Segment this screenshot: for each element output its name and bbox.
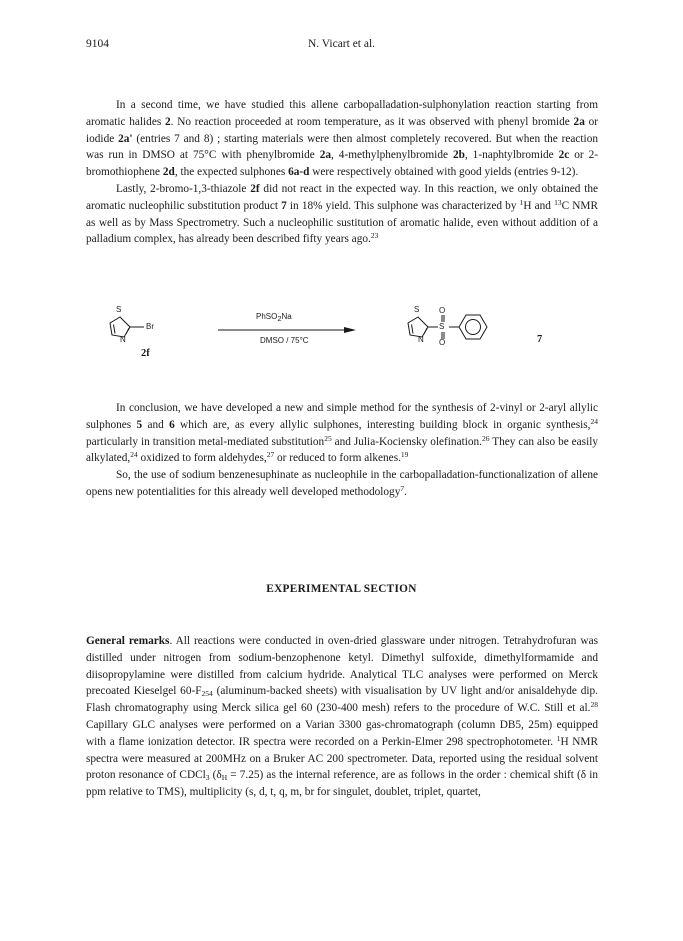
citation: 23 bbox=[370, 231, 379, 241]
atom-bromine: Br bbox=[146, 322, 154, 331]
citation: 27 bbox=[266, 450, 275, 460]
run-in-heading: General remarks bbox=[86, 635, 170, 647]
compound-label-2f: 2f bbox=[141, 348, 150, 359]
citation: 24 bbox=[590, 416, 598, 426]
atom-oxygen: O bbox=[439, 306, 446, 315]
conditions-label: DMSO / 75°C bbox=[260, 336, 309, 345]
citation: 28 bbox=[590, 700, 598, 710]
atom-nitrogen: N bbox=[418, 335, 424, 344]
citation: 7 bbox=[400, 483, 405, 493]
atom-sulfur: S bbox=[116, 305, 122, 314]
compound-ref: 2b bbox=[452, 149, 465, 162]
compound-ref: 2a bbox=[573, 115, 585, 128]
citation: 19 bbox=[400, 450, 409, 460]
running-header bbox=[86, 38, 597, 54]
reagent-label: PhSO$_2$Na bbox=[256, 312, 292, 323]
compound-ref: 2d bbox=[162, 166, 175, 179]
compound-ref: 2a' bbox=[118, 132, 133, 145]
thiazole-ring-7 bbox=[408, 315, 459, 339]
paragraph-aromatic-halides: In a second time, we have studied this allene carbopalladation-sulphonylation reaction starting from aromatic halides 2. No reaction proceeded at room temperature, as it was observed with phenyl bromide 2a or iodide 2a' (entries 7 and 8) ; starting materials were then almost completely recovered. But when the reaction was run in DMSO at 75°C with phenylbromide 2a, 4-methylphenylbromide 2b, 1-naphtylbromide 2c or 2-bromothiophene 2d, the expected sulphones 6a-d were respectively obtained with good yields (entries 9-12). bbox=[86, 99, 598, 179]
section-heading: EXPERIMENTAL SECTION bbox=[266, 583, 417, 595]
citation: 26 bbox=[481, 433, 490, 443]
atom-nitrogen: N bbox=[120, 335, 126, 344]
atom-sulfur: S bbox=[439, 322, 445, 331]
running-authors: N. Vicart et al. bbox=[307, 38, 376, 50]
paragraph-thiazole: Lastly, 2-bromo-1,3-thiazole 2f did not react in the expected way. In this reaction, we only obtained the aromatic nucleophilic substitution product 7 in 18% yield. This sulphone was characterized by $^1$H and $^{13}$C NMR as well as by Mass Spectrometry. Such a nucleophilic sustitution of aromatic halide, even without addition of a palladium complex, has already been described fifty years ago.$^{23}$ bbox=[86, 182, 599, 246]
phenyl-ring bbox=[459, 315, 487, 339]
compound-ref: 2f bbox=[250, 182, 260, 195]
compound-ref: 5 bbox=[136, 418, 143, 431]
compound-ref: 2c bbox=[558, 149, 570, 162]
citation: 24 bbox=[130, 450, 138, 460]
atom-sulfur: S bbox=[414, 305, 420, 314]
body-paragraphs-experimental bbox=[86, 633, 598, 801]
compound-ref: 2a bbox=[319, 149, 332, 162]
thiazole-ring-2f bbox=[110, 317, 144, 337]
reaction-scheme-drawing bbox=[86, 302, 598, 377]
citation: 25 bbox=[324, 433, 332, 443]
reaction-arrow bbox=[218, 327, 356, 333]
compound-ref: 7 bbox=[281, 199, 287, 212]
compound-ref: 6 bbox=[169, 418, 175, 431]
paragraph-outlook: So, the use of sodium benzenesuphinate as nucleophile in the carbopalladation-functionalization of allene opens new potentialities for this already well developed methodology$^7$. bbox=[86, 469, 598, 498]
reaction-scheme bbox=[86, 302, 598, 377]
paragraph-conclusion: In conclusion, we have developed a new and simple method for the synthesis of 2-vinyl or 2-aryl allylic sulphones 5 and 6 which are, as every allylic sulphones, interesting building block in organic synthesis,$^{24}$ particularly in transition metal-mediated substitution$^{25}$ and Julia-Kociensky olefination.$^{26}$ They can also be easily alkylated,$^{24}$ oxidized to form aldehydes,$^{27}$ or reduced to form alkenes.$^{19}$ bbox=[86, 402, 599, 465]
body-paragraphs-middle bbox=[86, 400, 598, 501]
compound-ref: 2 bbox=[164, 115, 171, 128]
compound-label-7: 7 bbox=[537, 334, 543, 345]
body-paragraphs-top bbox=[86, 97, 598, 248]
paragraph-general-remarks: General remarks. All reactions were conducted in oven-dried glassware under nitrogen. Tetrahydrofuran was distilled under nitrogen from sodium-benzophenone ketyl. Dimethyl sulfoxide, dimethylformamide and diisopropylamine were distilled from calcium hydride. Analytical TLC analyses were performed on Merck precoated Kieselgel $60-F_{254}$ (aluminum-backed sheets) with visualisation by UV light and/or anisaldehyde dip. Flash chromatography using Merck silica gel 60 (230-400 mesh) refers to the procedure of W.C. Still et al.$^{28}$ Capillary GLC analyses were performed on a Varian 3300 gas-chromatograph (column DB5, 25m) equipped with a flame ionization detector. IR spectra were recorded on a Perkin-Elmer 298 spectrophotometer. $^1$H NMR spectra were measured at 200MHz on a Bruker AC 200 spectrometer. Data, reported using the residual solvent proton resonance of CDCl$_3$ $(\delta_H = 7.25)$ as the internal reference, are as follows in the order : chemical shift (δ in ppm relative to TMS), multiplicity (s, d, t, q, m, br for singulet, doublet, triplet, quartet, bbox=[86, 635, 598, 799]
atom-oxygen: O bbox=[439, 338, 446, 347]
page-number: 9104 bbox=[86, 38, 109, 50]
compound-ref: 6a-d bbox=[288, 166, 310, 179]
